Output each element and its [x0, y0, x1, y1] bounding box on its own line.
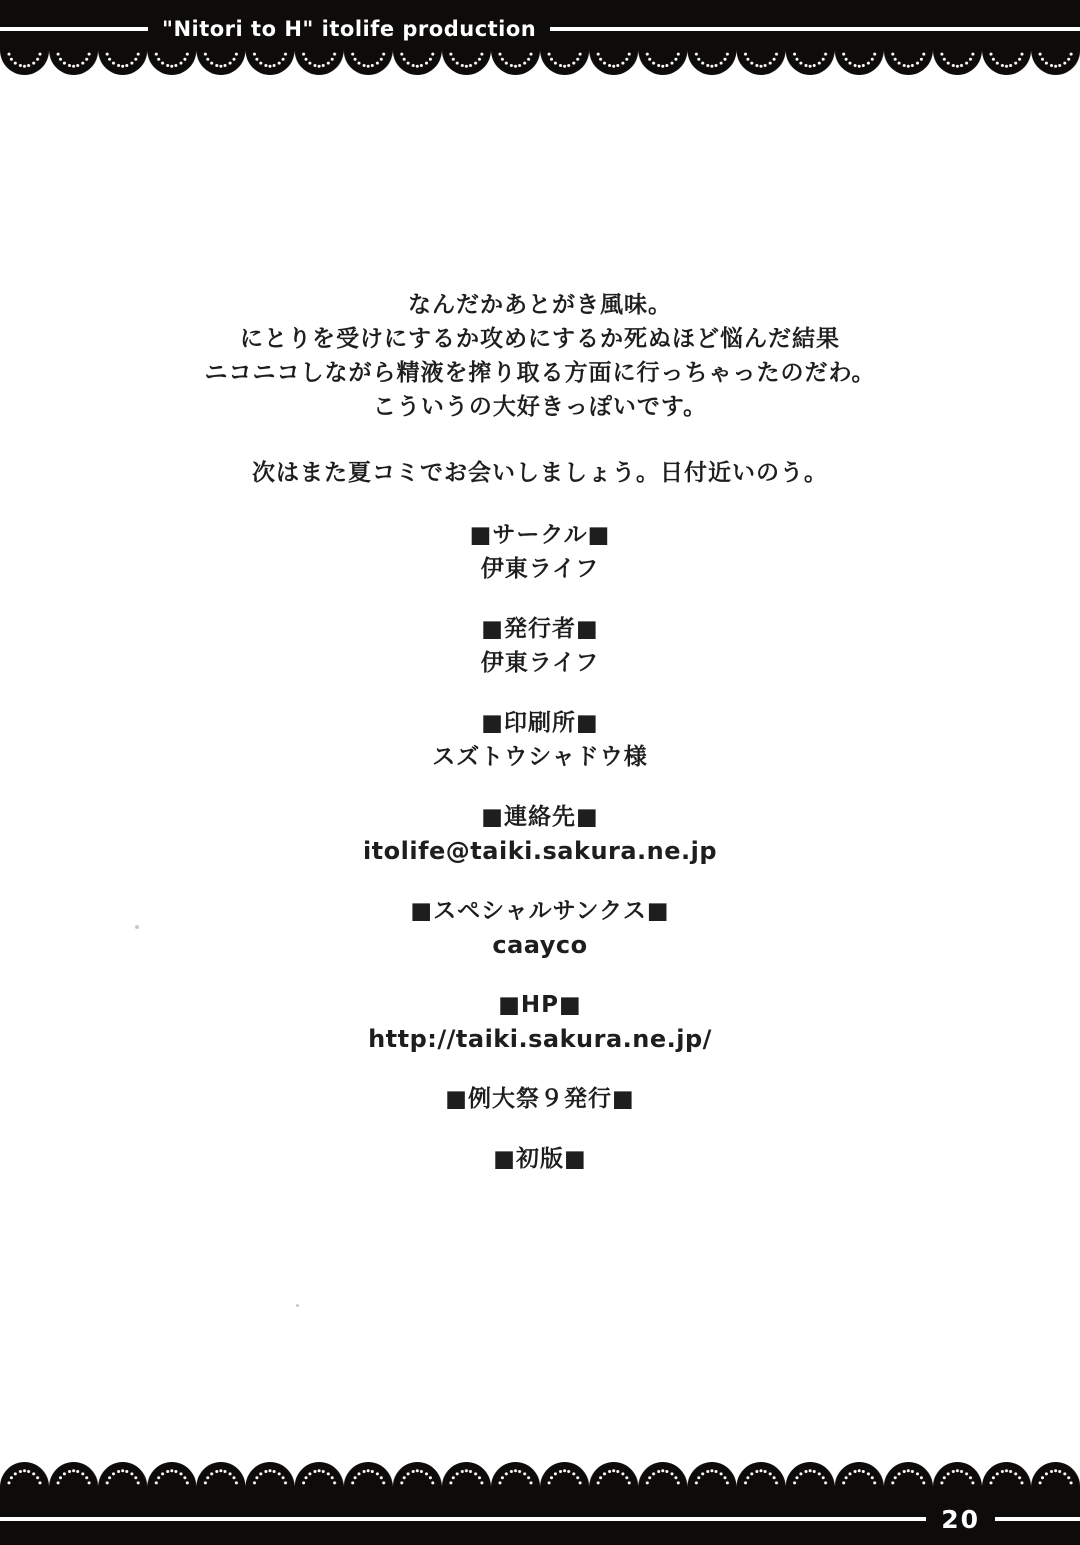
- afterword-page-body: [0, 80, 1080, 1202]
- credit-circle: [0, 518, 1080, 586]
- page-number: 20: [941, 1504, 980, 1534]
- afterword-line: こういうの大好きっぽいです。: [372, 394, 708, 420]
- contact-email: itolife@taiki.sakura.ne.jp: [362, 837, 718, 865]
- credit-label: ■印刷所■: [481, 710, 599, 736]
- credit-first-edition: [0, 1142, 1080, 1176]
- credit-publisher: [0, 612, 1080, 680]
- header-rule-right: [550, 27, 1080, 31]
- credit-label: ■サークル■: [469, 522, 611, 548]
- afterword-line: ニコニコしながら精液を搾り取る方面に行っちゃったのだわ。: [204, 360, 876, 386]
- credit-label: ■初版■: [493, 1146, 587, 1172]
- page-title: "Nitori to H" itolife production: [162, 17, 537, 41]
- footer-rule-left: [0, 1517, 926, 1521]
- afterword-line: なんだかあとがき風味。: [408, 292, 672, 318]
- credit-label: ■例大祭９発行■: [445, 1086, 635, 1112]
- footer-pageno-row: [0, 1505, 1080, 1533]
- credit-label: ■HP■: [498, 992, 582, 1018]
- credit-value: 伊東ライフ: [480, 556, 600, 582]
- lace-border-top: [0, 50, 1080, 80]
- header-black-band: [0, 0, 1080, 50]
- next-event-announcement: 次はまた夏コミでお会いしましょう。日付近いのう。: [252, 460, 828, 486]
- credit-special-thanks: [0, 894, 1080, 962]
- credit-homepage: [0, 988, 1080, 1056]
- credit-contact: [0, 800, 1080, 868]
- footer-black-band: [0, 1487, 1080, 1545]
- page-footer: [0, 1457, 1080, 1545]
- footer-rule-right: [995, 1517, 1080, 1521]
- afterword-paragraph: [0, 288, 1080, 424]
- lace-border-bottom: [0, 1457, 1080, 1487]
- header-title-row: [0, 17, 1080, 41]
- credit-label: ■発行者■: [481, 616, 599, 642]
- scan-speck: [296, 1304, 299, 1307]
- credit-event-published: [0, 1082, 1080, 1116]
- homepage-url: http://taiki.sakura.ne.jp/: [368, 1025, 712, 1053]
- scan-speck: [135, 925, 139, 929]
- afterword-line: にとりを受けにするか攻めにするか死ぬほど悩んだ結果: [240, 326, 840, 352]
- credit-printer: [0, 706, 1080, 774]
- credit-label: ■連絡先■: [481, 804, 599, 830]
- page-header: [0, 0, 1080, 80]
- credit-label: ■スペシャルサンクス■: [410, 898, 670, 924]
- credits-list: [0, 518, 1080, 1176]
- header-rule-left: [0, 27, 148, 31]
- credit-value: スズトウシャドウ様: [432, 744, 648, 770]
- credit-value: caayco: [492, 931, 588, 959]
- credit-value: 伊東ライフ: [480, 650, 600, 676]
